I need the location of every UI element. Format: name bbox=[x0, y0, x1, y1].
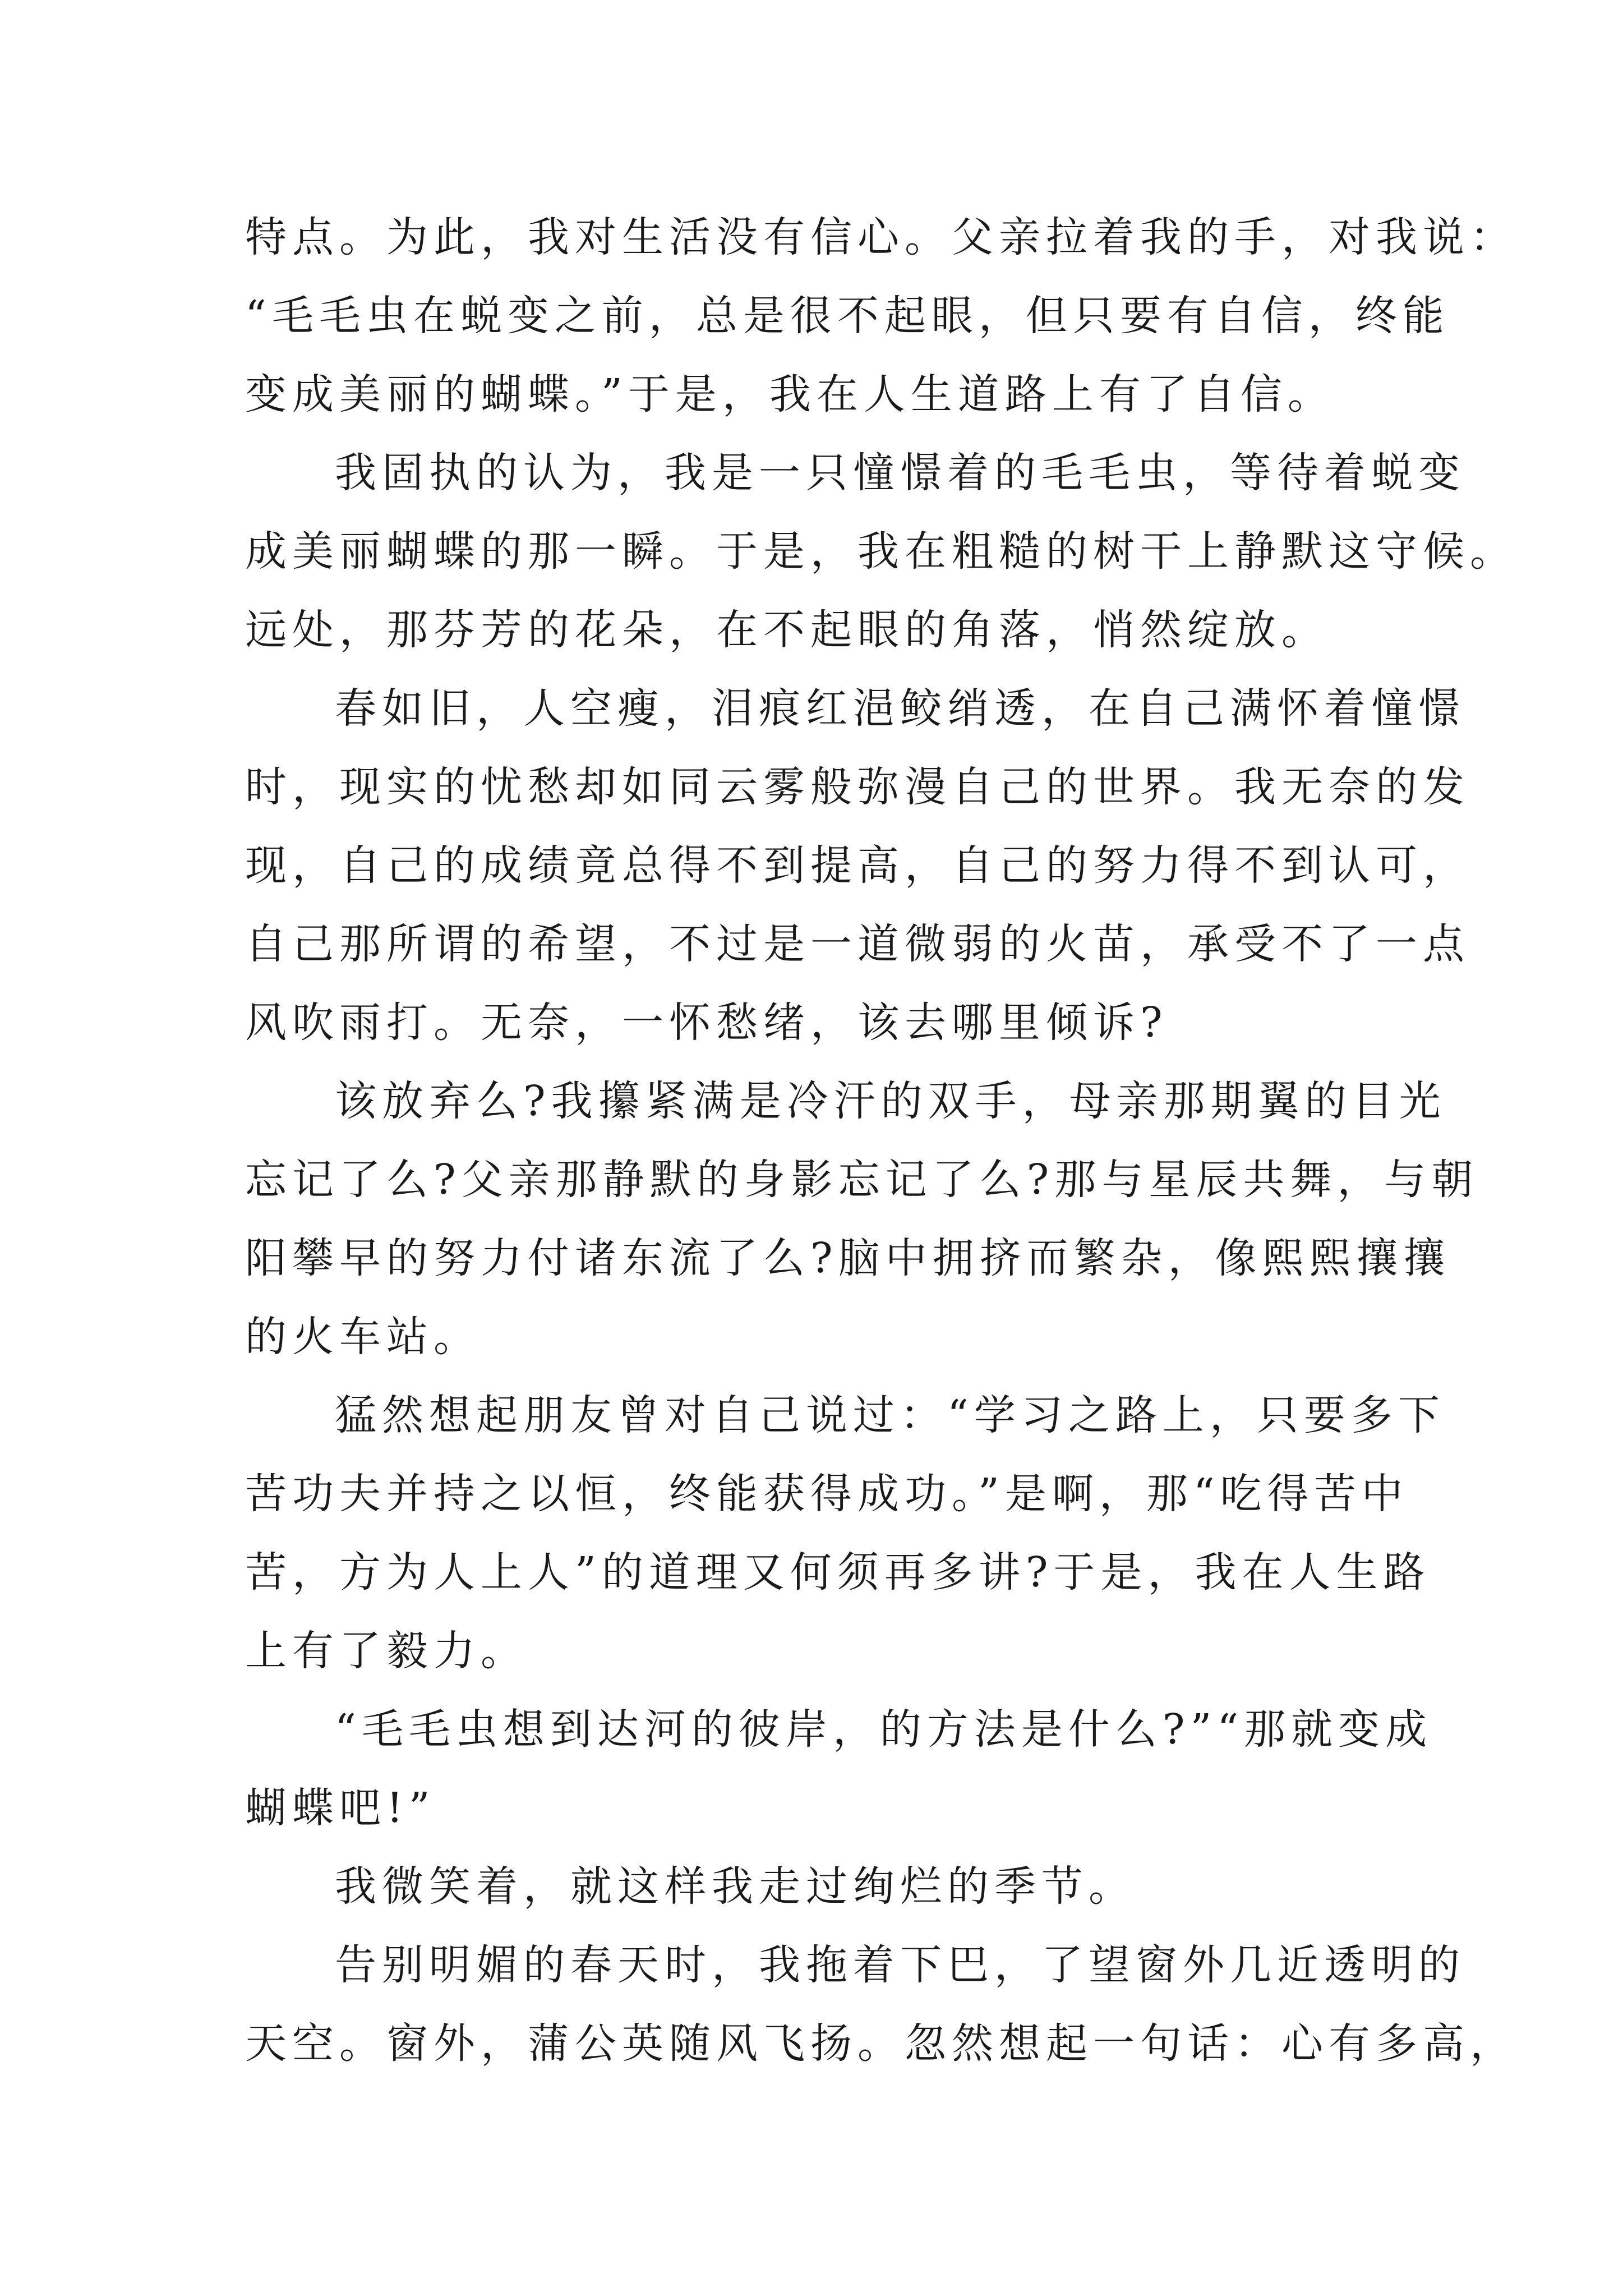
paragraph-first-line: “毛毛虫想到达河的彼岸，的方法是什么?”“那就变成 bbox=[335, 1705, 1433, 1754]
text-line: 变成美丽的蝴蝶。”于是，我在人生道路上有了自信。 bbox=[245, 370, 1335, 418]
text-line: 特点。为此，我对生活没有信心。父亲拉着我的手，对我说： bbox=[245, 213, 1517, 261]
text-line: 忘记了么?父亲那静默的身影忘记了么?那与星辰共舞，与朝 bbox=[245, 1156, 1479, 1204]
text-line: 苦功夫并持之以恒，终能获得成功。”是啊，那“吃得苦中 bbox=[245, 1470, 1409, 1518]
text-line: 现，自己的成绩竟总得不到提高，自己的努力得不到认可， bbox=[245, 841, 1470, 890]
text-line: “毛毛虫在蜕变之前，总是很不起眼，但只要有自信，终能 bbox=[245, 292, 1450, 340]
paragraph-first-line: 猛然想起朋友曾对自己说过：“学习之路上，只要多下 bbox=[335, 1391, 1445, 1439]
text-line: 自己那所谓的希望，不过是一道微弱的火苗，承受不了一点 bbox=[245, 920, 1470, 968]
text-line: 蝴蝶吧!” bbox=[245, 1784, 436, 1832]
body-text bbox=[245, 198, 1517, 2083]
text-line: 风吹雨打。无奈，一怀愁绪，该去哪里倾诉? bbox=[245, 999, 1168, 1047]
text-line: 天空。窗外，蒲公英随风飞扬。忽然想起一句话：心有多高， bbox=[245, 2019, 1517, 2068]
text-line: 的火车站。 bbox=[245, 1313, 481, 1361]
text-line: 上有了毅力。 bbox=[245, 1627, 528, 1675]
paragraph-first-line: 我固执的认为，我是一只憧憬着的毛毛虫，等待着蜕变 bbox=[335, 449, 1465, 497]
text-line: 远处，那芬芳的花朵，在不起眼的角落，悄然绽放。 bbox=[245, 606, 1329, 654]
paragraph-first-line: 告别明媚的春天时，我拖着下巴，了望窗外几近透明的 bbox=[335, 1941, 1465, 1989]
text-line: 成美丽蝴蝶的那一瞬。于是，我在粗糙的树干上静默这守候。 bbox=[245, 527, 1517, 576]
paragraph-first-line: 该放弃么?我攥紧满是冷汗的双手，母亲那期翼的目光 bbox=[335, 1077, 1446, 1125]
text-line: 苦，方为人上人”的道理又何须再多讲?于是，我在人生路 bbox=[245, 1548, 1431, 1596]
paragraph-first-line: 我微笑着，就这样我走过绚烂的季节。 bbox=[335, 1862, 1136, 1911]
paragraph-first-line: 春如旧，人空瘦，泪痕红浥鲛绡透，在自己满怀着憧憬 bbox=[335, 684, 1465, 733]
text-line: 时，现实的忧愁却如同云雾般弥漫自己的世界。我无奈的发 bbox=[245, 763, 1470, 811]
text-line: 阳攀早的努力付诸东流了么?脑中拥挤而繁杂，像熙熙攘攘 bbox=[245, 1234, 1451, 1282]
